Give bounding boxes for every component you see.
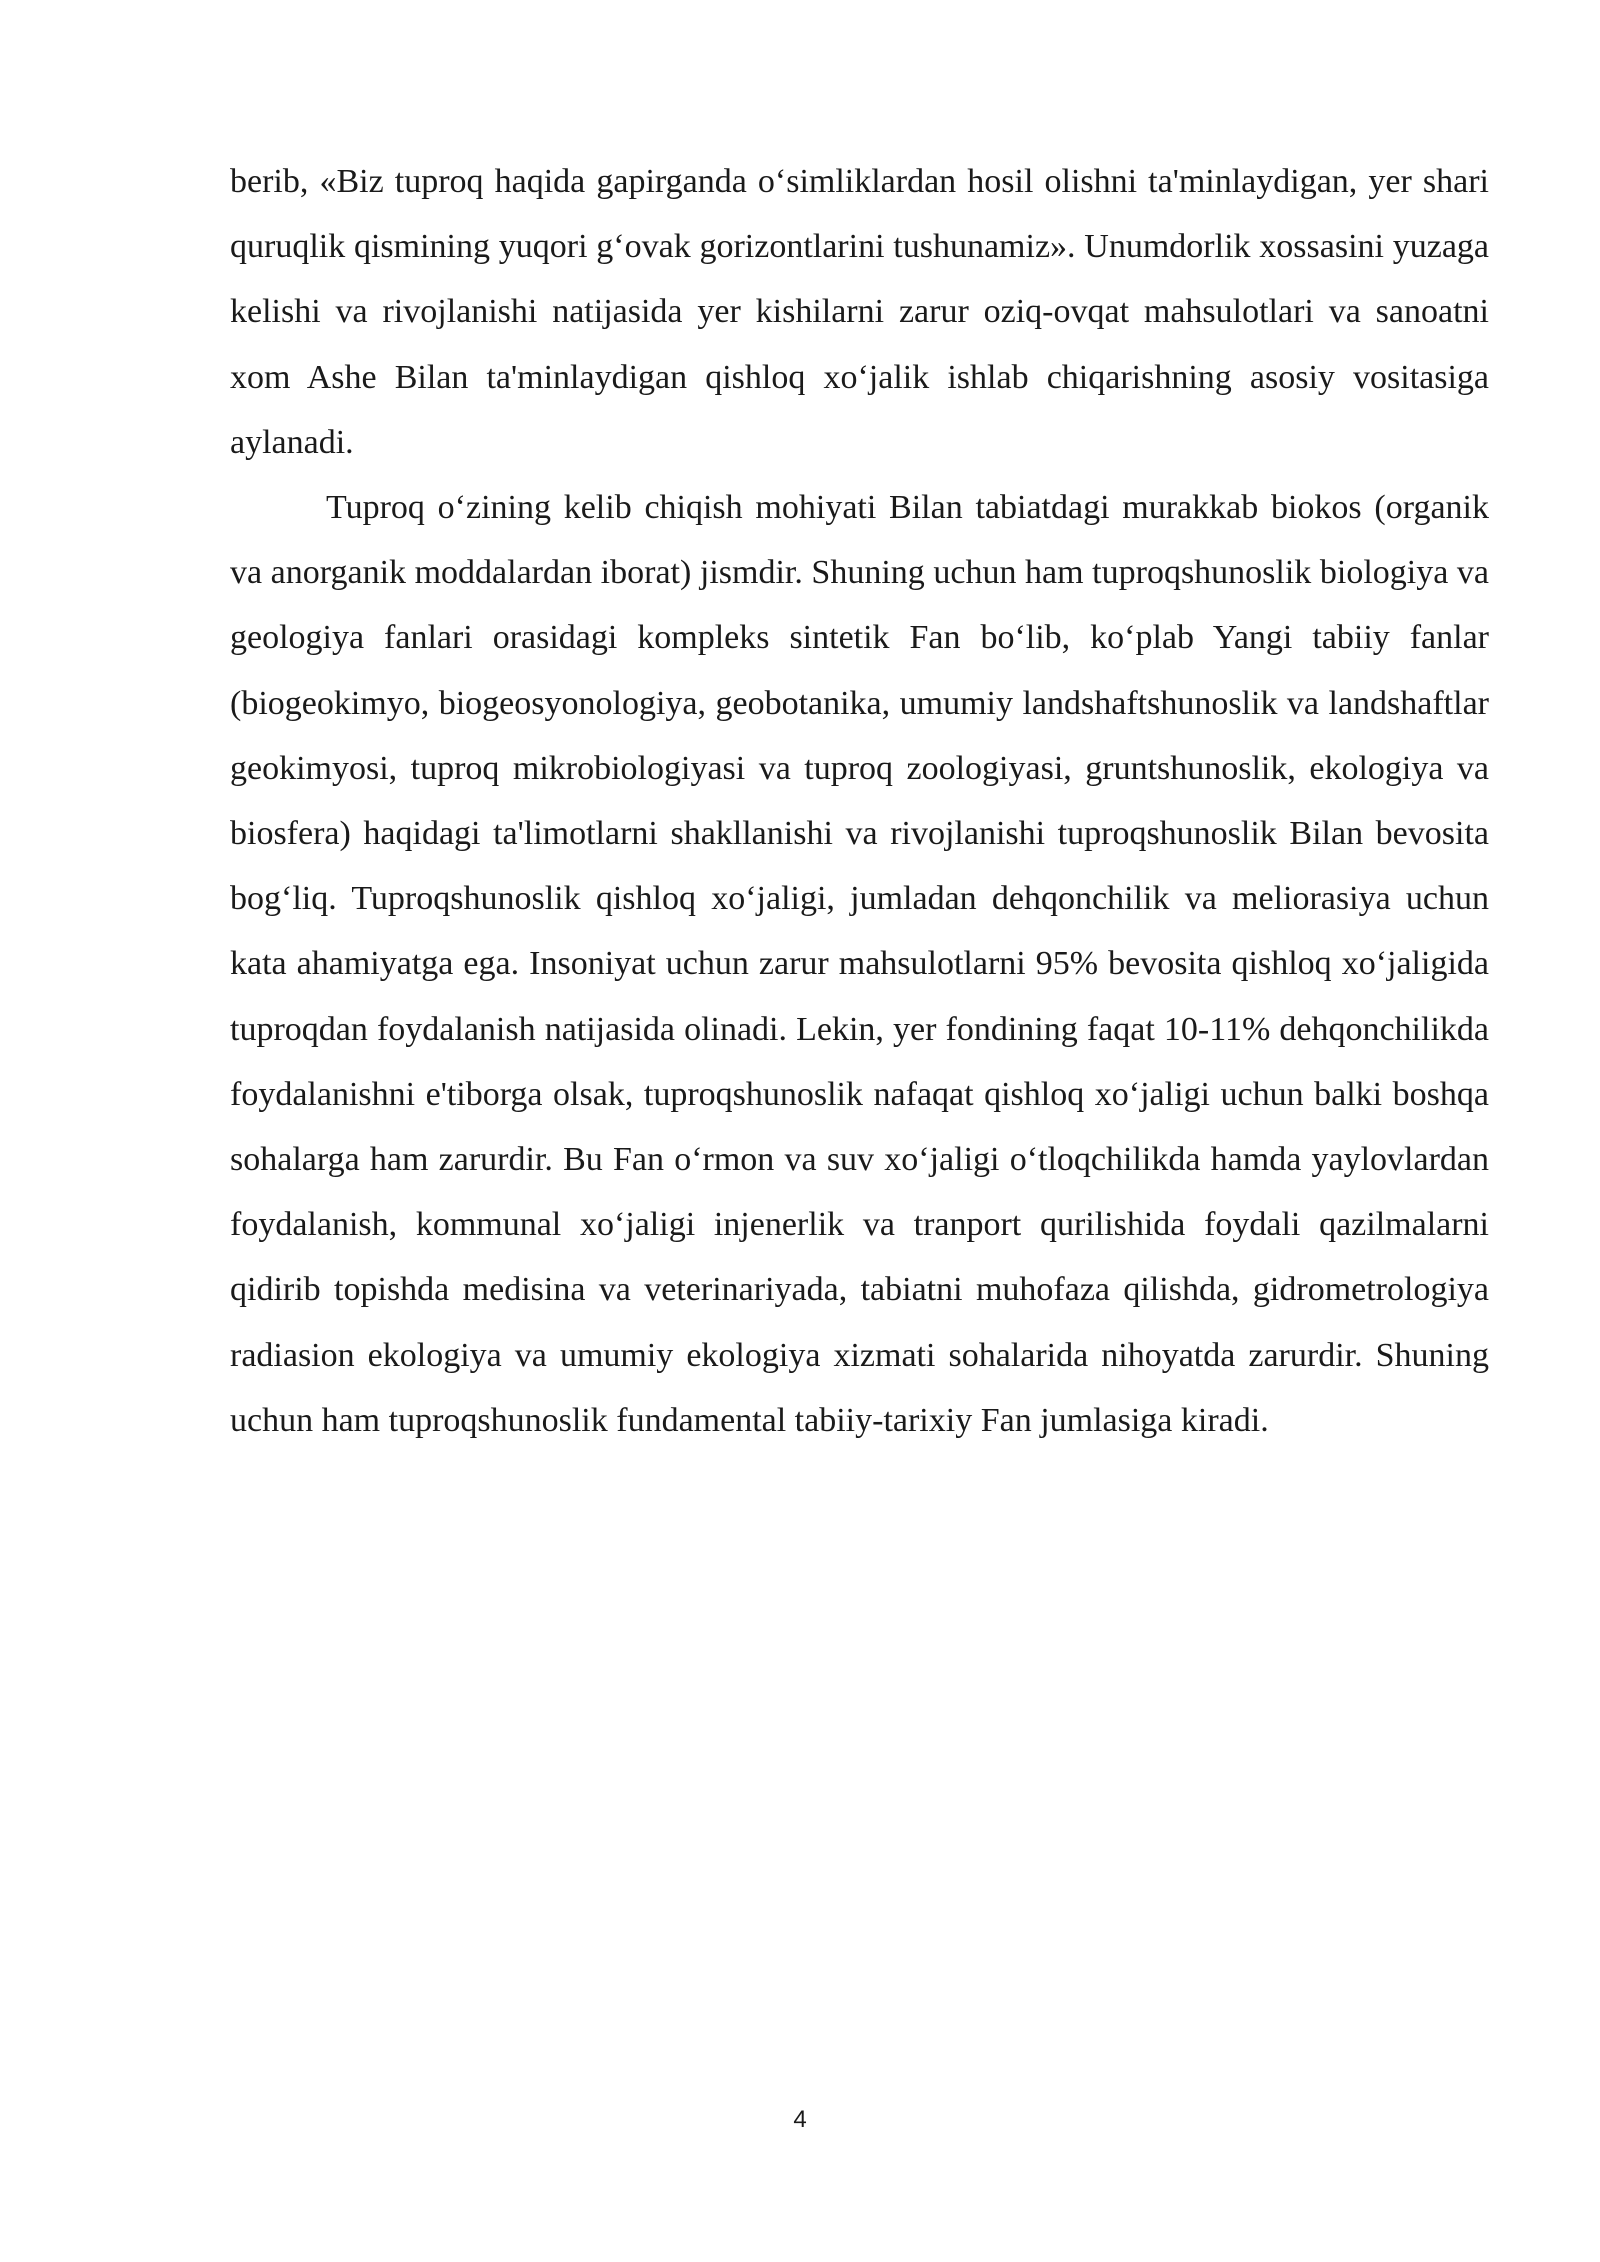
page-number: 4 (793, 2106, 807, 2133)
paragraph-2: Tuproq o‘zining kelib chiqish mohiyati Bilan tabiatdagi murakkab biokos (organik va anorganik moddalardan iborat) jismdir. Shuning uchun ham tuproqshunoslik biologiya va geologiya fanlari orasidagi kompleks sintetik Fan bo‘lib, ko‘plab Yangi tabiiy fanlar (biogeokimyo, biogeosyonologiya, geobotanika, umumiy landshaftshunoslik va landshaftlar geokimyosi, tuproq mikrobiologiyasi va tuproq zoologiyasi, gruntshunoslik, ekologiya va biosfera) haqidagi ta'limotlarni shakllanishi va rivojlanishi tuproqshunoslik Bilan bevosita bog‘liq. Tuproqshunoslik qishloq xo‘jaligi, jumladan dehqonchilik va meliorasiya uchun kata ahamiyatga ega. Insoniyat uchun zarur mahsulotlarni 95% bevosita qishloq xo‘jaligida tuproqdan foydalanish natijasida olinadi. Lekin, yer fondining faqat 10-11% dehqonchilikda foydalanishni e'tiborga olsak, tuproqshunoslik nafaqat qishloq xo‘jaligi uchun balki boshqa sohalarga ham zarurdir. Bu Fan o‘rmon va suv xo‘jaligi o‘tloqchilikda hamda yaylovlardan foydalanish, kommunal xo‘jaligi injenerlik va tranport qurilishida foydali qazilmalarni qidirib topishda medisina va veterinariyada, tabiatni muhofaza qilishda, gidrometrologiya radiasion ekologiya va umumiy ekologiya xizmati sohalarida nihoyatda zarurdir. Shuning uchun ham tuproqshunoslik fundamental tabiiy-tarixiy Fan jumlasiga kiradi. (230, 489, 1489, 1439)
body-text (230, 149, 1489, 1453)
paragraph-1: berib, «Biz tuproq haqida gapirganda o‘simliklardan hosil olishni ta'minlaydigan, yer shari quruqlik qismining yuqori g‘ovak gorizontlarini tushunamiz». Unumdorlik xossasini yuzaga kelishi va rivojlanishi natijasida yer kishilarni zarur oziq-ovqat mahsulotlari va sanoatni xom Ashe Bilan ta'minlaydigan qishloq xo‘jalik ishlab chiqarishning asosiy vositasiga aylanadi. (230, 163, 1489, 461)
